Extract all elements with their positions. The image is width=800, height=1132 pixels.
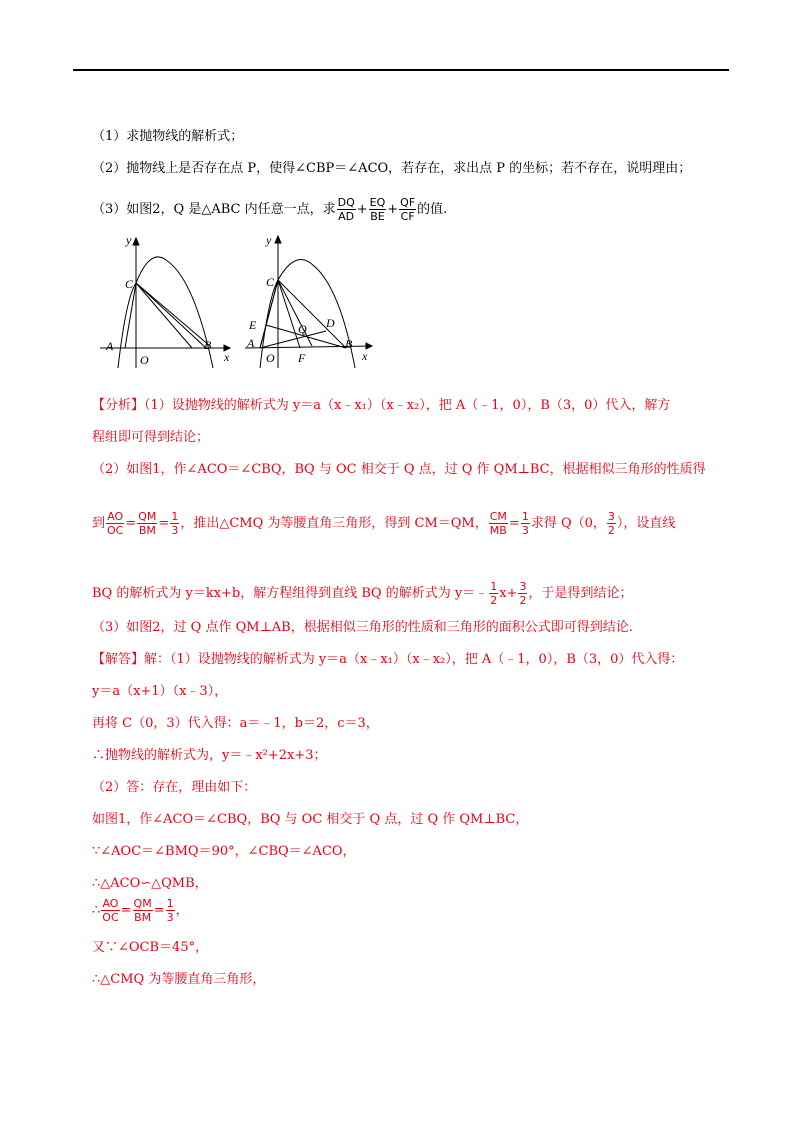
answer-line-7: ∵∠AOC＝∠BMQ＝90°，∠CBQ＝∠ACO， xyxy=(92,844,356,859)
svg-text:F: F xyxy=(298,351,306,365)
analysis-text-4b: ，推出△CMQ 为等腰直角三角形，得到 CM＝QM， xyxy=(180,516,488,531)
answer-line-2: y＝a（x+1）（x﹣3）， xyxy=(92,684,228,699)
analysis-line-5 xyxy=(92,580,632,607)
frac-ao-oc-b: $\frac{AO}{OC}$ xyxy=(102,897,119,924)
question-3-text: （3）如图2，Q 是△ABC 内任意一点，求 xyxy=(92,202,336,217)
answer-text-9a: ∴ xyxy=(92,903,101,918)
figure-2 xyxy=(245,233,372,368)
analysis-text-5c: ，于是得到结论； xyxy=(528,586,633,601)
answer-line-3: 再将 C（0，3）代入得：a＝﹣1，b＝2，c＝3， xyxy=(92,716,379,731)
analysis-text-4c: 求得 Q（0， xyxy=(530,516,606,531)
frac-3-2b: $\frac{3}{2}$ xyxy=(519,580,527,607)
svg-text:y: y xyxy=(266,233,272,247)
frac-1-3b: $\frac{1}{3}$ xyxy=(521,510,529,537)
answer-text-9b: ， xyxy=(175,903,189,918)
answer-line-1 xyxy=(92,651,683,669)
analysis-text-5b: x+ xyxy=(499,586,518,601)
svg-text:x: x xyxy=(362,349,368,363)
analysis-text-1: （1）设抛物线的解析式为 y＝a（x﹣x₁）（x﹣x₂），把 A（﹣1，0），B（3，0）代入，解方 xyxy=(144,398,671,413)
figure-1-and-2 xyxy=(100,228,380,368)
answer-line-5: （2）答：存在，理由如下： xyxy=(92,780,257,795)
analysis-line-2: 程组即可得到结论； xyxy=(92,430,210,445)
question-2: （2）抛物线上是否存在点 P，使得∠CBP＝∠ACO，若存在，求出点 P 的坐标；若不存在，说明理由； xyxy=(92,161,692,176)
question-3: （3）如图2，Q 是△ABC 内任意一点，求 $\frac{DQ}{AD}$ + $\frac{EQ}{BE}$ + $\frac{QF}{CF}$ 的值. xyxy=(92,196,448,223)
answer-line-6: 如图1，作∠ACO＝∠CBQ，BQ 与 OC 相交于 Q 点，过 Q 作 QM⊥BC， xyxy=(92,812,529,827)
svg-text:x: x xyxy=(224,350,230,364)
svg-text:Q: Q xyxy=(298,322,307,336)
header-rule xyxy=(73,69,729,71)
svg-text:C: C xyxy=(125,277,134,291)
question-3-tail: 的值. xyxy=(417,202,448,217)
analysis-text-4d: ），设直线 xyxy=(616,516,676,531)
analysis-text-5a: BQ 的解析式为 y＝kx+b，解方程组得到直线 BQ 的解析式为 y＝﹣ xyxy=(92,586,489,601)
answer-line-11: ∴△CMQ 为等腰直角三角形， xyxy=(92,972,266,987)
frac-eq-be: $\frac{EQ}{BE}$ xyxy=(369,196,386,223)
frac-qf-cf: $\frac{QF}{CF}$ xyxy=(400,196,416,223)
frac-cm-mb: $\frac{CM}{MB}$ xyxy=(489,510,507,537)
answer-line-9: ∴ $\frac{AO}{OC}$ = $\frac{QM}{BM}$ = $\frac{1}{3}$ ， xyxy=(92,897,189,924)
frac-1-3: $\frac{1}{3}$ xyxy=(171,510,179,537)
answer-text-1: 解：（1）设抛物线的解析式为 y＝a（x﹣x₁）（x﹣x₂），把 A（﹣1，0），B（3，0）代入得： xyxy=(144,652,684,667)
analysis-tag: 【分析】 xyxy=(92,398,145,413)
answer-tag: 【解答】 xyxy=(92,652,145,667)
svg-text:O: O xyxy=(140,353,149,367)
question-1: （1）求抛物线的解析式； xyxy=(92,129,244,144)
figures xyxy=(100,228,380,372)
frac-qm-bm: $\frac{QM}{BM}$ xyxy=(138,510,157,537)
analysis-line-3: （2）如图1，作∠ACO＝∠CBQ，BQ 与 OC 相交于 Q 点，过 Q 作 QM⊥BC，根据相似三角形的性质得 xyxy=(92,462,706,477)
analysis-line-6: （3）如图2，过 Q 点作 QM⊥AB，根据相似三角形的性质和三角形的面积公式即可得到结论. xyxy=(92,620,633,635)
svg-text:E: E xyxy=(249,318,257,332)
analysis-line-1 xyxy=(92,397,670,415)
frac-3-2: $\frac{3}{2}$ xyxy=(607,510,615,537)
answer-line-10: 又∵∠OCB＝45°， xyxy=(92,940,209,955)
svg-text:D: D xyxy=(326,316,335,330)
answer-line-4: ∴抛物线的解析式为，y＝﹣x²+2x+3； xyxy=(92,748,327,763)
frac-1-3-c: $\frac{1}{3}$ xyxy=(166,897,174,924)
svg-text:A: A xyxy=(247,336,255,350)
svg-text:O: O xyxy=(266,351,275,365)
frac-dq-ad: $\frac{DQ}{AD}$ xyxy=(337,196,355,223)
analysis-line-4: 到 $\frac{AO}{OC}$ = $\frac{QM}{BM}$ = $\frac{1}{3}$ ，推出△CMQ 为等腰直角三角形，得到 CM＝QM， $\frac{CM}{MB}$ = $\frac{1}{3}$ 求得 Q（0， $\frac{3}{2}$ ），设直线 xyxy=(92,510,676,537)
svg-text:B: B xyxy=(345,337,353,351)
svg-text:A: A xyxy=(106,339,114,353)
analysis-text-4a: 到 xyxy=(92,516,106,531)
svg-text:C: C xyxy=(266,275,275,289)
frac-qm-bm-b: $\frac{QM}{BM}$ xyxy=(133,897,152,924)
answer-line-8: ∴△ACO∽△QMB， xyxy=(92,876,208,891)
svg-text:y: y xyxy=(126,233,132,247)
figure-1 xyxy=(100,233,230,368)
frac-1-2: $\frac{1}{2}$ xyxy=(490,580,498,607)
svg-text:B: B xyxy=(204,338,212,352)
frac-ao-oc: $\frac{AO}{OC}$ xyxy=(107,510,124,537)
